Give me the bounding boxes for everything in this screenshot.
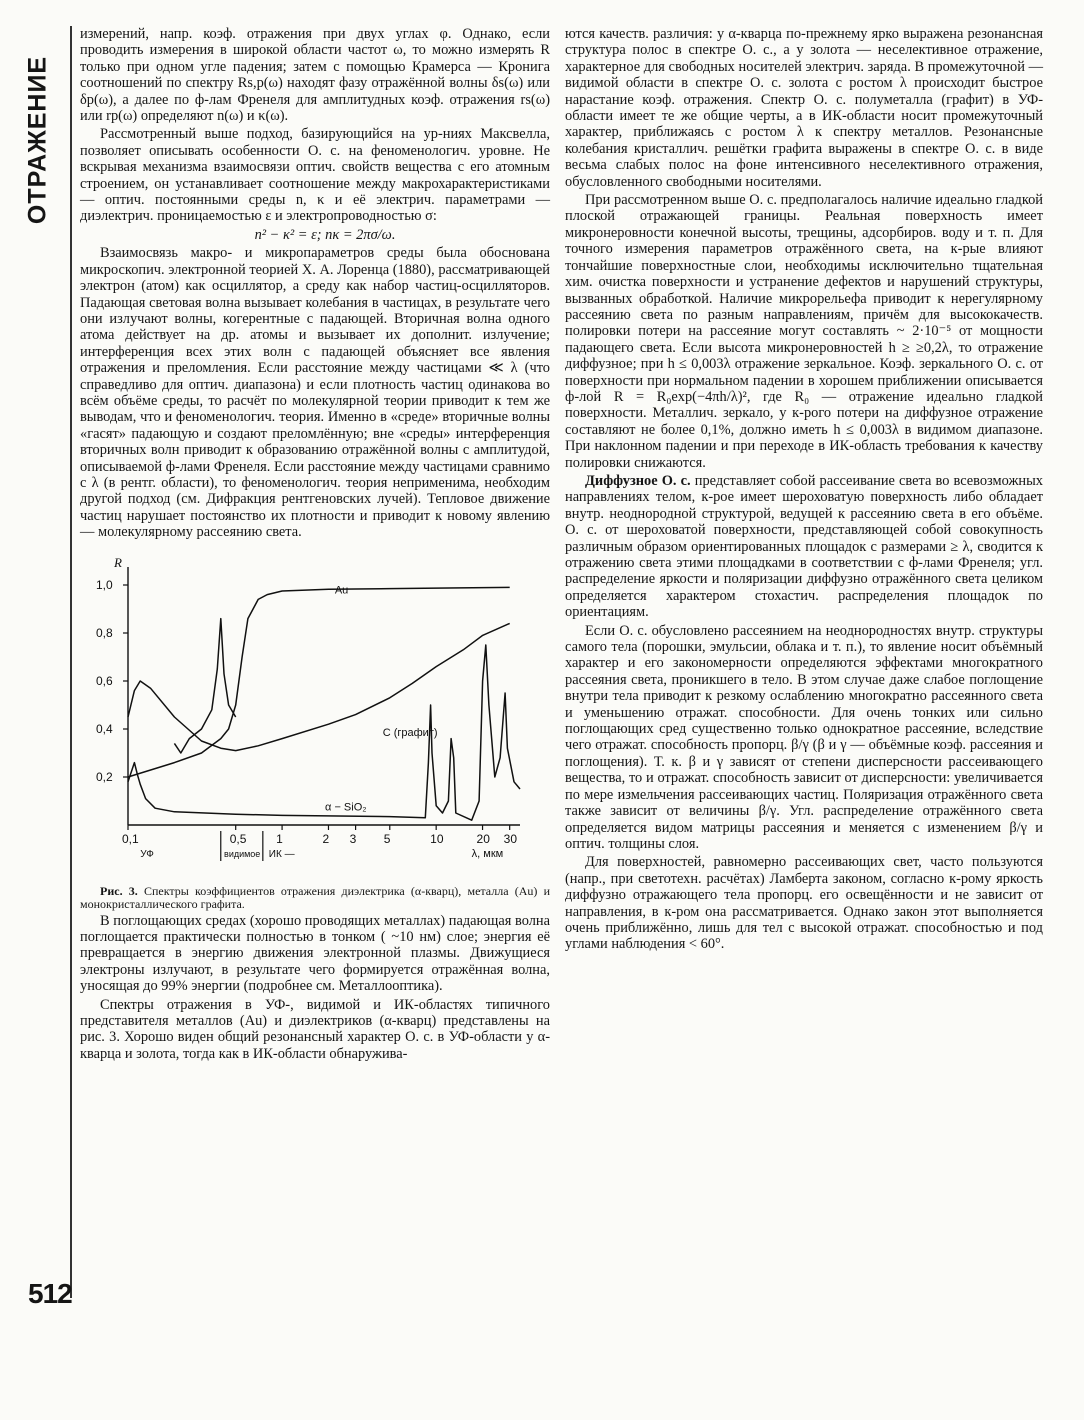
region-label-uv: УФ xyxy=(140,848,154,860)
series-line xyxy=(128,645,520,820)
x-tick-label: 20 xyxy=(476,831,490,846)
y-tick-label: 0,6 xyxy=(96,673,113,688)
paragraph xyxy=(565,473,1043,621)
x-tick-label: 1 xyxy=(276,831,283,846)
paragraph-rest: представляет собой рассеивание света во всевозможных направлениях телом, к-рое имеет шероховатую поверхность либо обладает внутр. неоднородной структурой, ведущей к рассеянию света в его объёме. О. с. от шероховатой поверхности, представляющей собой совокупность различным образом ориентированных площадок с размерами ≥ λ, сводится к отражению света этими площадками в соответствии с ф-лами Френеля; угл. распределение яркости и поляризации диффузно отражённого света целиком определяется характером стохастич. распределения площадок по ориентациям. xyxy=(565,472,1043,621)
series-label: C (графит) xyxy=(382,726,438,739)
formula: n² − κ² = ε; nκ = 2πσ/ω. xyxy=(254,226,396,243)
y-tick-label: 1,0 xyxy=(96,577,113,592)
paragraph: Для поверхностей, равномерно рассеивающих свет, часто пользуются (напр., при светотехн. расчётах) Ламберта законом, согласно к-рому яркость диффузно отражающего тела пропорц. его освещённости и не зависит от направления, в к-ром она рассматривается. Однако закон этот выполняется очень приближённо, лишь для тел с высокой отражат. способностью и под углами наблюдения < 60°. xyxy=(565,854,1043,953)
y-tick-label: 0,2 xyxy=(96,769,113,784)
paragraph: Рассмотренный выше подход, базирующийся на ур-ниях Максвелла, позволяет описывать особенности О. с. на феноменологич. уровне. Не вскрывая механизма взаимосвязи оптич. свойств вещества с его атомным строением, он устанавливает соотношение между макрохарактеристиками — оптич. постоянными среды n, κ и её электрич. параметрами — диэлектрич. проницаемостью ε и электропроводностью σ: xyxy=(80,126,550,225)
series-line xyxy=(128,623,510,750)
x-tick-label: 5 xyxy=(383,831,391,846)
left-column xyxy=(80,26,550,1062)
caption-text: Спектры коэффициентов отражения диэлектрика (α-кварц), металла (Au) и монокристаллического графита. xyxy=(80,883,551,911)
margin-rule xyxy=(70,26,72,1298)
x-tick-label: 2 xyxy=(322,831,330,846)
series-label: Au xyxy=(334,583,349,596)
page-number: 512 xyxy=(28,1278,72,1309)
right-column xyxy=(565,26,1043,953)
x-tick-label: 0,5 xyxy=(229,831,247,846)
paragraph: Взаимосвязь макро- и микропараметров среды была обоснована микроскопич. электронной теорией Х. А. Лоренца (1880), рассматривающей электрон (атом) как осциллятор, а среду как набор частиц-осцилляторов. Падающая световая волна вызывает колебания в частицах, в результате чего они излучают волны, когерентные с падающей. Вторичная волна одного атома действует на др. атомы и вызывает их дополнит. излучение; интерференция всех этих волн с падающей объясняет все явления отражения и преломления. Если расстояние между частицами ≪ λ (что справедливо для оптич. диапазона) и если плотность частиц одинакова во всём объёме среды, то расчёт по молекулярной теории приводит к тем же выводам, что и феноменологич. теория. Именно в «среде» вторичные волны «гасят» падающую и создают преломлённую; вне «среды» интерференция вторичных волн приводит к образованию отражённой волны с амплитудой, описываемой ф-лами Френеля. Если расстояние между частицами сравнимо с λ (в рентг. области), то феноменологич. теория неприменима, необходим другой подход (см. Дифракция рентгеновских лучей). Тепловое движение частиц нарушает постоянство их плотности и приводит к новому явлению — молекулярному рассеянию света. xyxy=(80,245,550,541)
region-label-ir: ИК — xyxy=(268,848,295,860)
x-tick-label: 0,1 xyxy=(122,831,139,846)
paragraph: Если О. с. обусловлено рассеянием на неоднородностях внутр. структуры самого тела (порошки, эмульсии, облака и т. п.), то явление носит объёмный характер и его закономерности определяются эффектами многократного рассеяния света, проникшего в тело. В этом случае даже слабое поглощение внутри тела приводит к резкому ослаблению многократно рассеянного света и уменьшению отражат. способности. Для очень тонких или сильно поглощающих сред существенно только однократное рассеяние, вследствие чего отражат. способность пропорц. β/γ (β и γ — объёмные коэф. рассеяния и поглощения). Т. к. β и γ зависят от степени дисперсности рассеивающего вещества, то и отражат. способность зависит от дисперсности: увеличивается по мере измельчения рассеивающих частиц. Поляризация отражённого света также зависит от величины β/γ. Угл. распределение отражённого света определяется видом матрицы рассеяния и меняется с изменением β/γ и оптич. толщины слоя. xyxy=(565,622,1043,852)
reflectance-chart xyxy=(80,555,550,875)
caption-label: Рис. 3. xyxy=(100,883,138,898)
term-diffuse-reflection: Диффузное О. с. xyxy=(585,472,691,489)
section-title-vertical xyxy=(8,20,68,260)
region-label-visible: видимое xyxy=(224,848,261,859)
series-label: α − SiO₂ xyxy=(325,801,367,814)
figure-caption xyxy=(80,885,550,911)
series-line xyxy=(174,618,235,752)
paragraph: В поглощающих средах (хорошо проводящих металлах) падающая волна поглощается практически полностью в тонком ( ~10 нм) слое; энергия её превращается в энергию движения электронной плазмы. Движущиеся электроны излучают, в результате чего формируется отражённая волна, уносящая до 99% энергии (подробнее см. Металлооптика). xyxy=(80,912,550,995)
paragraph: При рассмотренном выше О. с. предполагалось наличие идеально гладкой плоской отражающей границы. Реальная поверхность имеет микронеровности конечной высоты, трещины, адсорбиров. воду и т. п. Для точного измерения параметров отражённого света, на к-рые влияют тончайшие поверхностные слои, необходимы исключительно тщательная хим. очистка поверхности и устранение дефектов и нарушений структуры, вызванных обработкой. Наличие микрорельефа приводит к нерегулярному рассеянию света по разным направлениям, причём для высококачеств. полировки потери на рассеяние могут составлять ~ 2·10⁻⁵ от мощности падающего света. Если высота микронеровностей h ≥ ≥0,2λ, то отражение диффузное; при h ≤ 0,003λ отражение зеркальное. Коэф. зеркального О. с. от поверхности при нормальном падении в хорошем приближении описывается ф-лой R = R₀exp(−4πh/λ)², где R₀ — отражение идеально гладкой поверхности. Металлич. зеркало, у к-рого потери на диффузное отражение составляют не более 0,1%, должно иметь h ≤ 0,003λ в видимом диапазоне. При наклонном падении и при переходе в ИК-область требования к качеству полировки снижаются. xyxy=(565,192,1043,471)
paragraph: ются качеств. различия: у α-кварца по-прежнему ярко выражена резонансная структура полос в спектре О. с., а у золота — неселективное отражение, характерное для свободных носителей электрич. заряда. В промежуточной — видимой области в спектре О. с. золота с ростом λ происходит быстрое нарастание коэф. отражения. Спектр О. с. полуметалла (графит) в УФ-области имеет те же общие черты, а в ИК-области носит промежуточный характер, приближаясь с ростом λ к спектру металлов. Резонансные колебания кристаллич. решётки графита выражены в спектре О. с. в виде весьма слабых полос на фоне интенсивного неселективного отражения, обусловленного свободными носителями. xyxy=(565,26,1043,190)
x-tick-label: 10 xyxy=(430,831,444,846)
paragraph: измерений, напр. коэф. отражения при двух углах φ. Однако, если проводить измерения в широкой области частот ω, то можно измерять R только при одном угле падения; затем с помощью Крамерса — Кронига соотношений по спектру Rs,p(ω) находят фазу отражённой волны δs(ω) или δp(ω), а далее по ф-лам Френеля для амплитудных коэф. отражения rs(ω) или rp(ω) определяют n(ω) и κ(ω). xyxy=(80,26,550,125)
x-tick-label: 30 xyxy=(503,831,518,846)
paragraph: Спектры отражения в УФ-, видимой и ИК-областях типичного представителя металлов (Au) и диэлектриков (α-кварц) представлены на рис. 3. Хорошо виден общий резонансный характер О. с. в УФ-области у α-кварца и золота, тогда как в ИК-области обнаружива- xyxy=(80,996,550,1062)
section-title-text: ОТРАЖЕНИЕ xyxy=(23,55,52,225)
x-tick-label: 3 xyxy=(349,831,357,846)
y-tick-label: 0,4 xyxy=(96,721,113,736)
x-axis-label: λ, мкм xyxy=(471,847,504,860)
y-axis-label: R xyxy=(114,554,122,570)
reflectance-figure xyxy=(80,555,550,875)
y-tick-label: 0,8 xyxy=(96,625,113,640)
